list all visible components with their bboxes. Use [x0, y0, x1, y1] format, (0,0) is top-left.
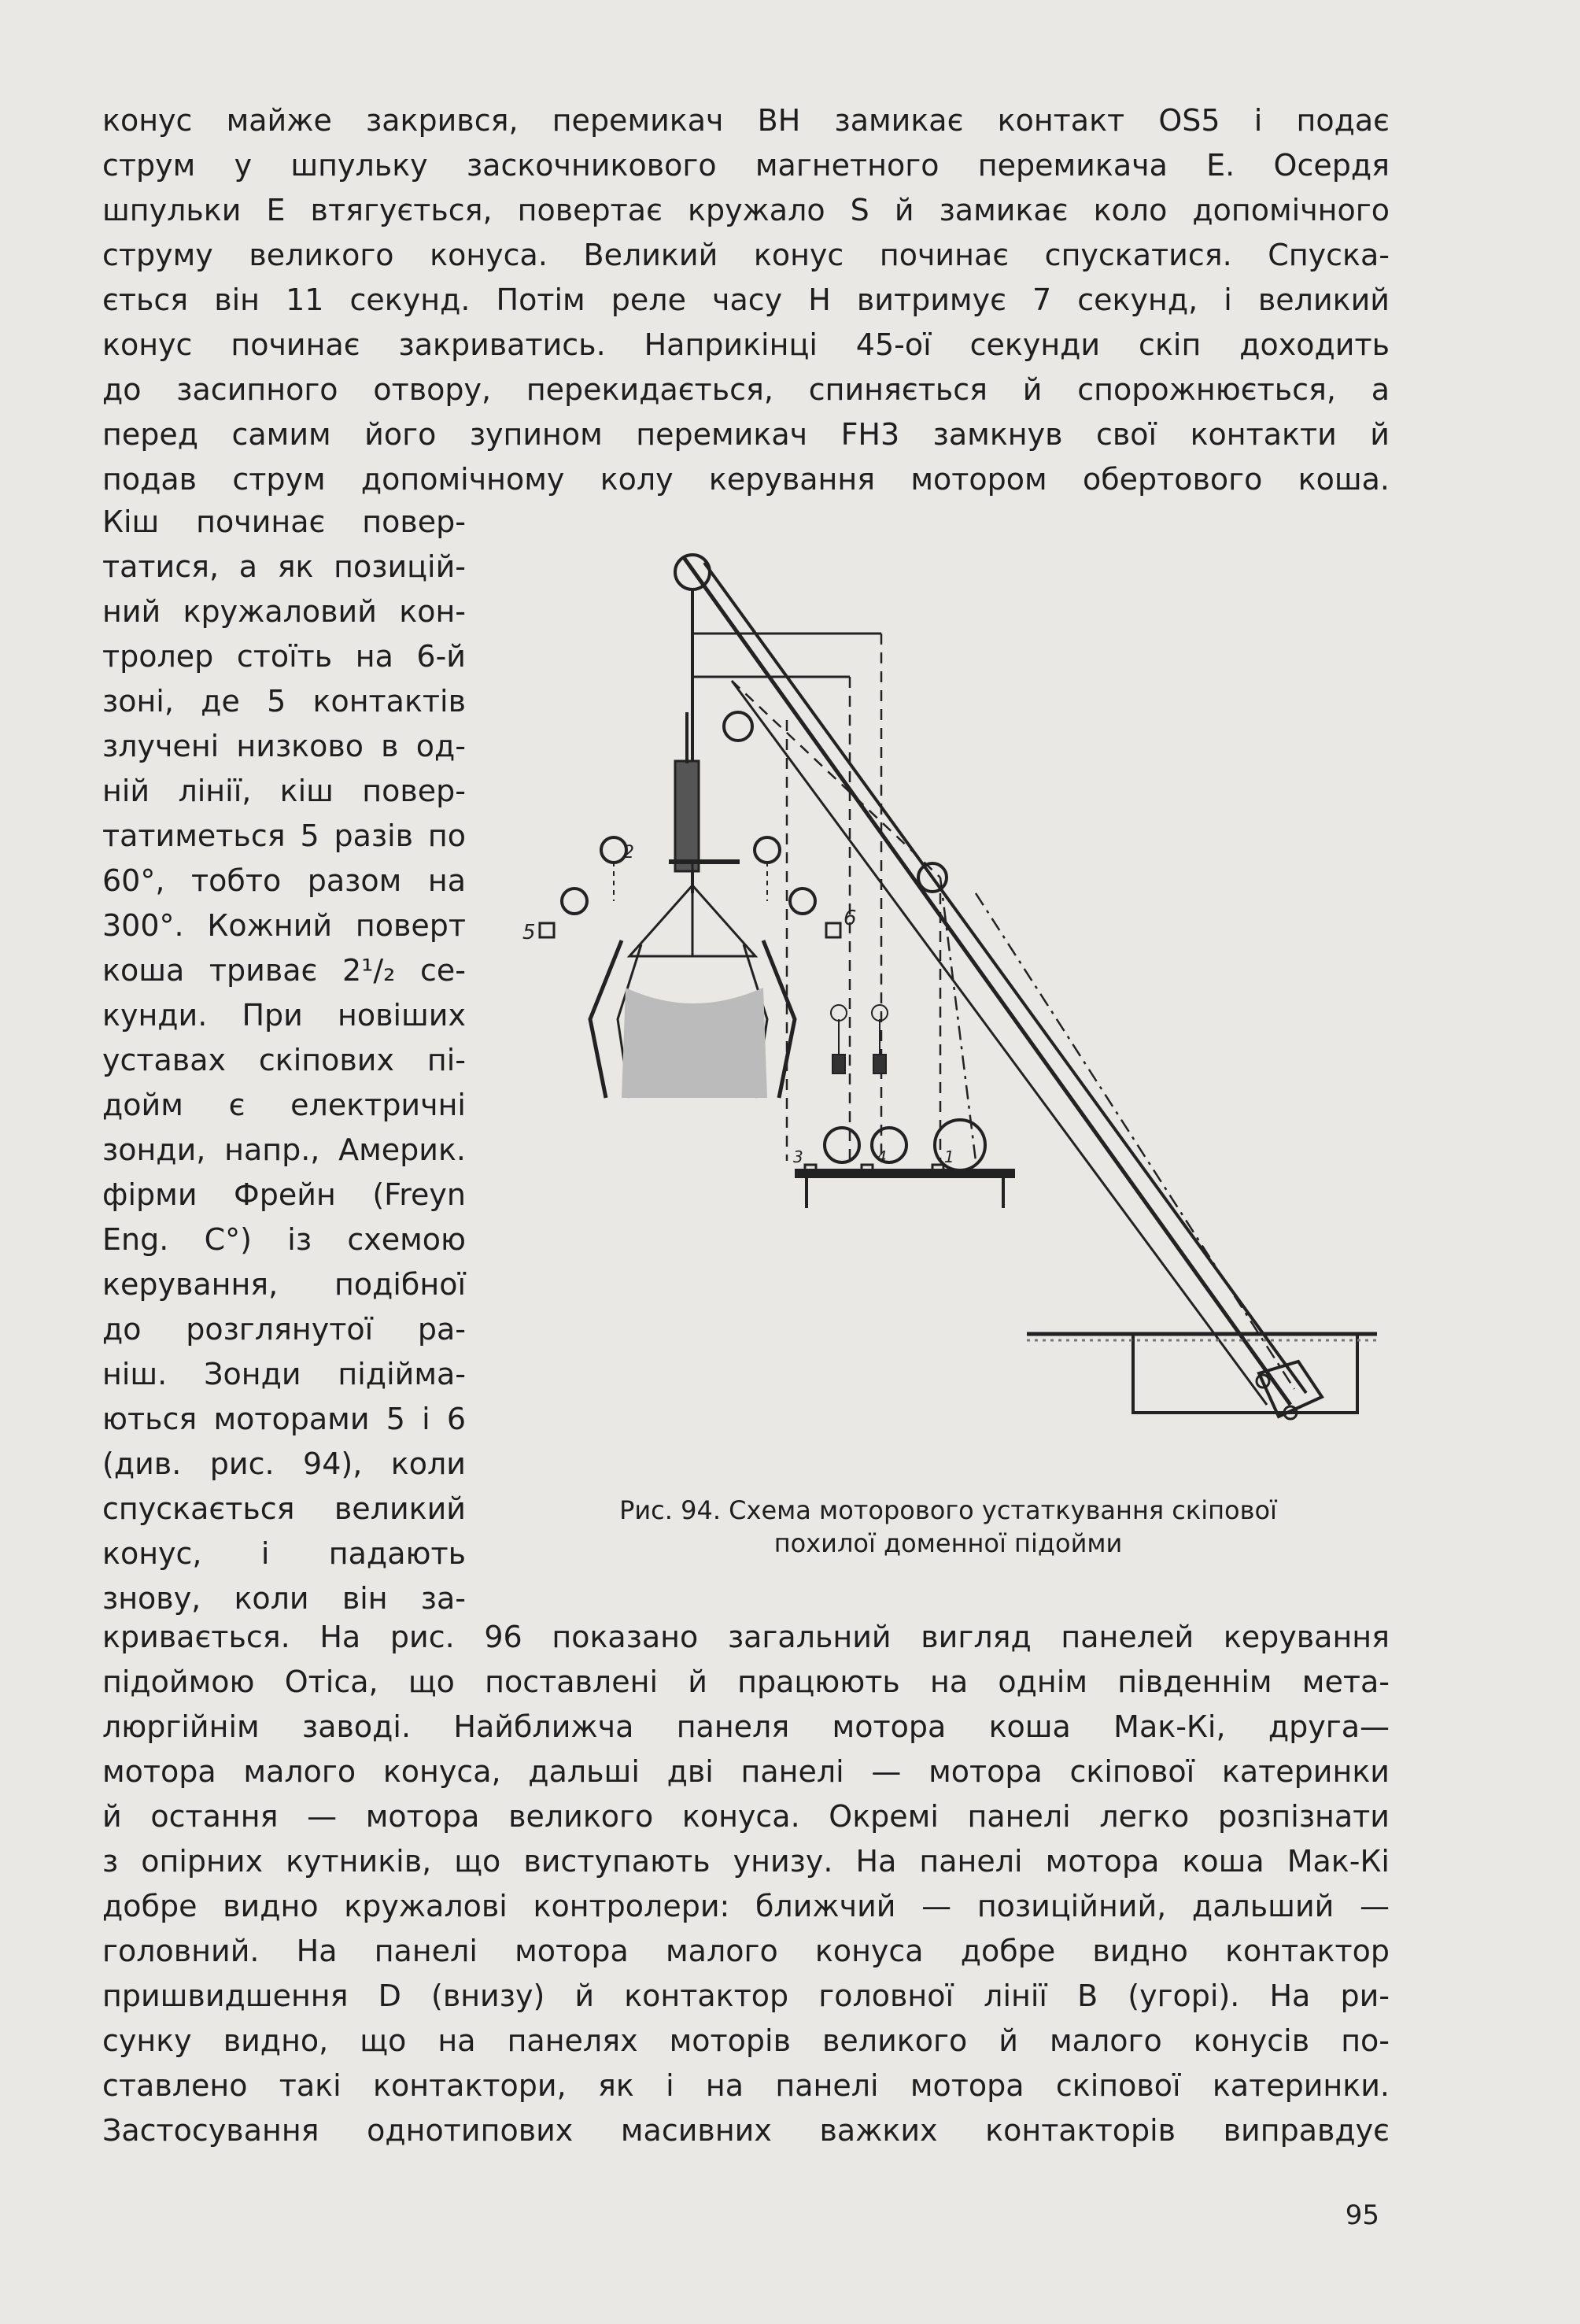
text-line: 300°. Кожний поверт: [102, 908, 466, 943]
text-line: керування, подібної: [102, 1267, 466, 1302]
text-line: зонди, напр., Америк.: [102, 1132, 466, 1167]
text-line: тролер стоїть на 6-й: [102, 639, 466, 674]
text-line: до розглянутої ра-: [102, 1312, 466, 1347]
top-paragraph: [102, 98, 1390, 502]
text-line: конус, і падають: [102, 1536, 466, 1571]
text-line: сунку видно, що на панелях моторів великого й малого конусів по-: [102, 2023, 1390, 2058]
text-line: коша триває 2¹/₂ се-: [102, 953, 466, 988]
text-line: татиметься 5 разів по: [102, 818, 466, 853]
text-line: до засипного отвору, перекидається, спиняється й спорожнюється, а: [102, 372, 1390, 407]
page-number: 95: [1345, 2200, 1379, 2231]
text-line: фірми Фрейн (Freyn: [102, 1177, 466, 1212]
text-line: Кіш починає повер-: [102, 504, 466, 539]
label-2: 2: [623, 843, 634, 863]
cone-lever-sheave: [724, 712, 752, 741]
text-line: ється він 11 секунд. Потім реле часу H витримує 7 секунд, і великий: [102, 283, 1390, 317]
text-line: Eng. C°) із схемою: [102, 1222, 466, 1257]
text-line: уставах скіпових пі-: [102, 1043, 466, 1077]
label-4: 4: [877, 1147, 887, 1166]
text-line: головний. На панелі мотора малого конуса добре видно контактор: [102, 1934, 1390, 1968]
text-line: люргійнім заводі. Найближча панеля мотора коша Мак-Кі, друга—: [102, 1709, 1390, 1744]
text-line: струму великого конуса. Великий конус починає спускатися. Спуска-: [102, 238, 1390, 272]
skip-hoist-diagram: [504, 515, 1393, 1452]
text-line: шпульки E втягується, повертає кружало S й замикає коло допомічного: [102, 193, 1390, 227]
caption-line-1: Рис. 94. Схема моторового устаткування скіпової: [619, 1495, 1277, 1525]
text-line: й остання — мотора великого конуса. Окремі панелі легко розпізнати: [102, 1799, 1390, 1834]
text-line: перед самим його зупином перемикач FH3 замкнув свої контакти й: [102, 417, 1390, 452]
text-line: добре видно кружалові контролери: ближчий — позиційний, дальший —: [102, 1889, 1390, 1923]
label-1: 1: [944, 1147, 954, 1166]
text-line: Застосування однотипових масивних важких контакторів виправдує: [102, 2113, 1390, 2148]
text-line: пришвидшення D (внизу) й контактор головної лінії B (угорі). На ри-: [102, 1979, 1390, 2013]
text-line: спускається великий: [102, 1491, 466, 1526]
text-line: з опірних кутників, що виступають унизу. На панелі мотора коша Мак-Кі: [102, 1844, 1390, 1879]
label-5: 5: [522, 921, 536, 944]
left-column-text: [102, 500, 466, 1621]
text-line: знову, коли він за-: [102, 1581, 466, 1616]
text-line: мотора малого конуса, дальші дві панелі — мотора скіпової катеринки: [102, 1754, 1390, 1789]
label-6: 6: [844, 907, 857, 930]
text-line: ються моторами 5 і 6: [102, 1402, 466, 1436]
text-line: (див. рис. 94), коли: [102, 1446, 466, 1481]
text-line: подав струм допомічному колу керування мотором обертового коша.: [102, 462, 1390, 497]
figure-caption: [504, 1494, 1393, 1560]
label-3: 3: [793, 1147, 803, 1166]
text-line: ніш. Зонди підійма-: [102, 1357, 466, 1391]
text-line: зоні, де 5 контактів: [102, 684, 466, 719]
winch-platform: [795, 1169, 1015, 1178]
text-line: татися, а як позицій-: [102, 549, 466, 584]
text-line: конус майже закрився, перемикач BH замикає контакт OS5 і подає: [102, 103, 1390, 138]
text-line: струм у шпульку заскочникового магнетного перемикача E. Осердя: [102, 148, 1390, 183]
text-line: дойм є електричні: [102, 1088, 466, 1122]
bottom-paragraph: [102, 1615, 1390, 2153]
text-line: 60°, тобто разом на: [102, 863, 466, 898]
text-line: ставлено такі контактори, як і на панелі мотора скіпової катеринки.: [102, 2068, 1390, 2103]
drum-2: [825, 1128, 859, 1162]
text-line: злучені низково в од-: [102, 729, 466, 763]
text-line: ній лінії, кіш повер-: [102, 774, 466, 808]
text-line: ний кружаловий кон-: [102, 594, 466, 629]
caption-line-2: похилої доменної підойми: [773, 1528, 1123, 1558]
text-line: кривається. На рис. 96 показано загальний вигляд панелей керування: [102, 1620, 1390, 1654]
text-line: кунди. При новіших: [102, 998, 466, 1033]
text-line: підоймою Отіса, що поставлені й працюють на однім південнім мета-: [102, 1664, 1390, 1699]
drum-1: [935, 1120, 985, 1170]
text-line: конус починає закриватись. Наприкінці 45-ої секунди скіп доходить: [102, 327, 1390, 362]
